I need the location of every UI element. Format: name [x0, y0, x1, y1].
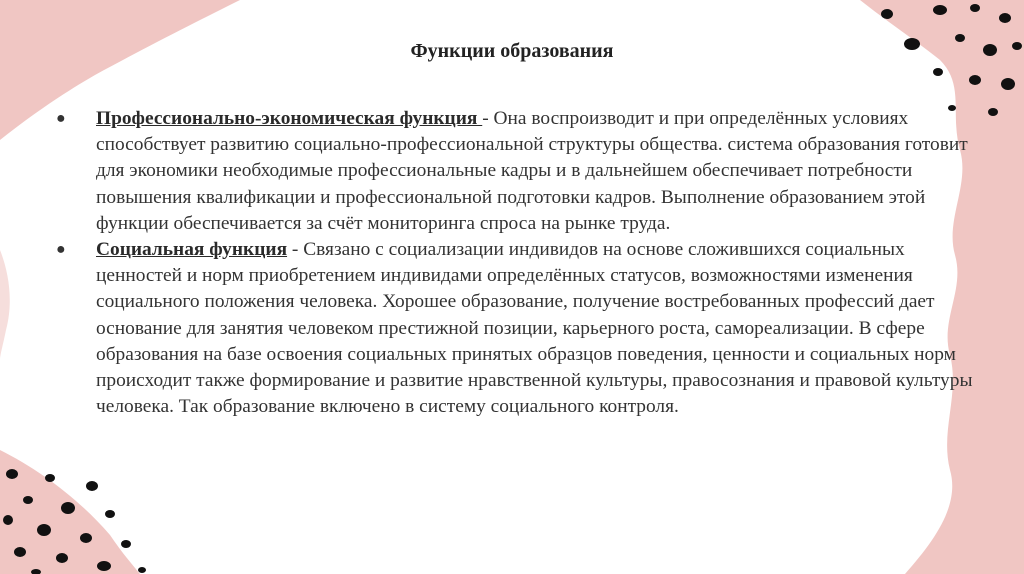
- pink-brush-left-edge: [0, 250, 10, 360]
- item-text: - Связано с социализации индивидов на основе сложившихся социальных ценностей и норм приобретением индивидами определённых статусов, возможностями изменения социального положения человека. Хорошее образование, получение востребованных профессий дает основание для занятия человеком престижной позиции, карьерного роста, самореализации. В сфере образования на базе освоения социальных принятых образцов поведения, ценности и социальных норм происходит также формирование и развитие нравственной культуры, правосознания и правовой культуры человека. Так образование включено в систему социального контроля.: [96, 239, 973, 418]
- term-social: Социальная функция: [96, 239, 288, 261]
- bullet-icon: ●: [56, 241, 66, 259]
- slide-content: [56, 106, 976, 420]
- bullet-icon: ●: [56, 110, 66, 127]
- list-item-professional-economic: [56, 106, 976, 237]
- slide-title: Функции образования: [410, 40, 614, 62]
- term-professional-economic: Профессионально-экономическая функция: [96, 108, 483, 129]
- list-item-social: [56, 237, 976, 420]
- item-text: - Она воспроизводит и при определённых условиях способствует развитию социально-профессиональной структуры общества. система образования готовит для экономики необходимые профессиональные кадры и в дальнейшем обеспечивает потребности повышения квалификации и профессиональной подготовки кадров. Выполнение образованием этой функции обеспечивается за счёт мониторинга спроса на рынке труда.: [96, 108, 968, 234]
